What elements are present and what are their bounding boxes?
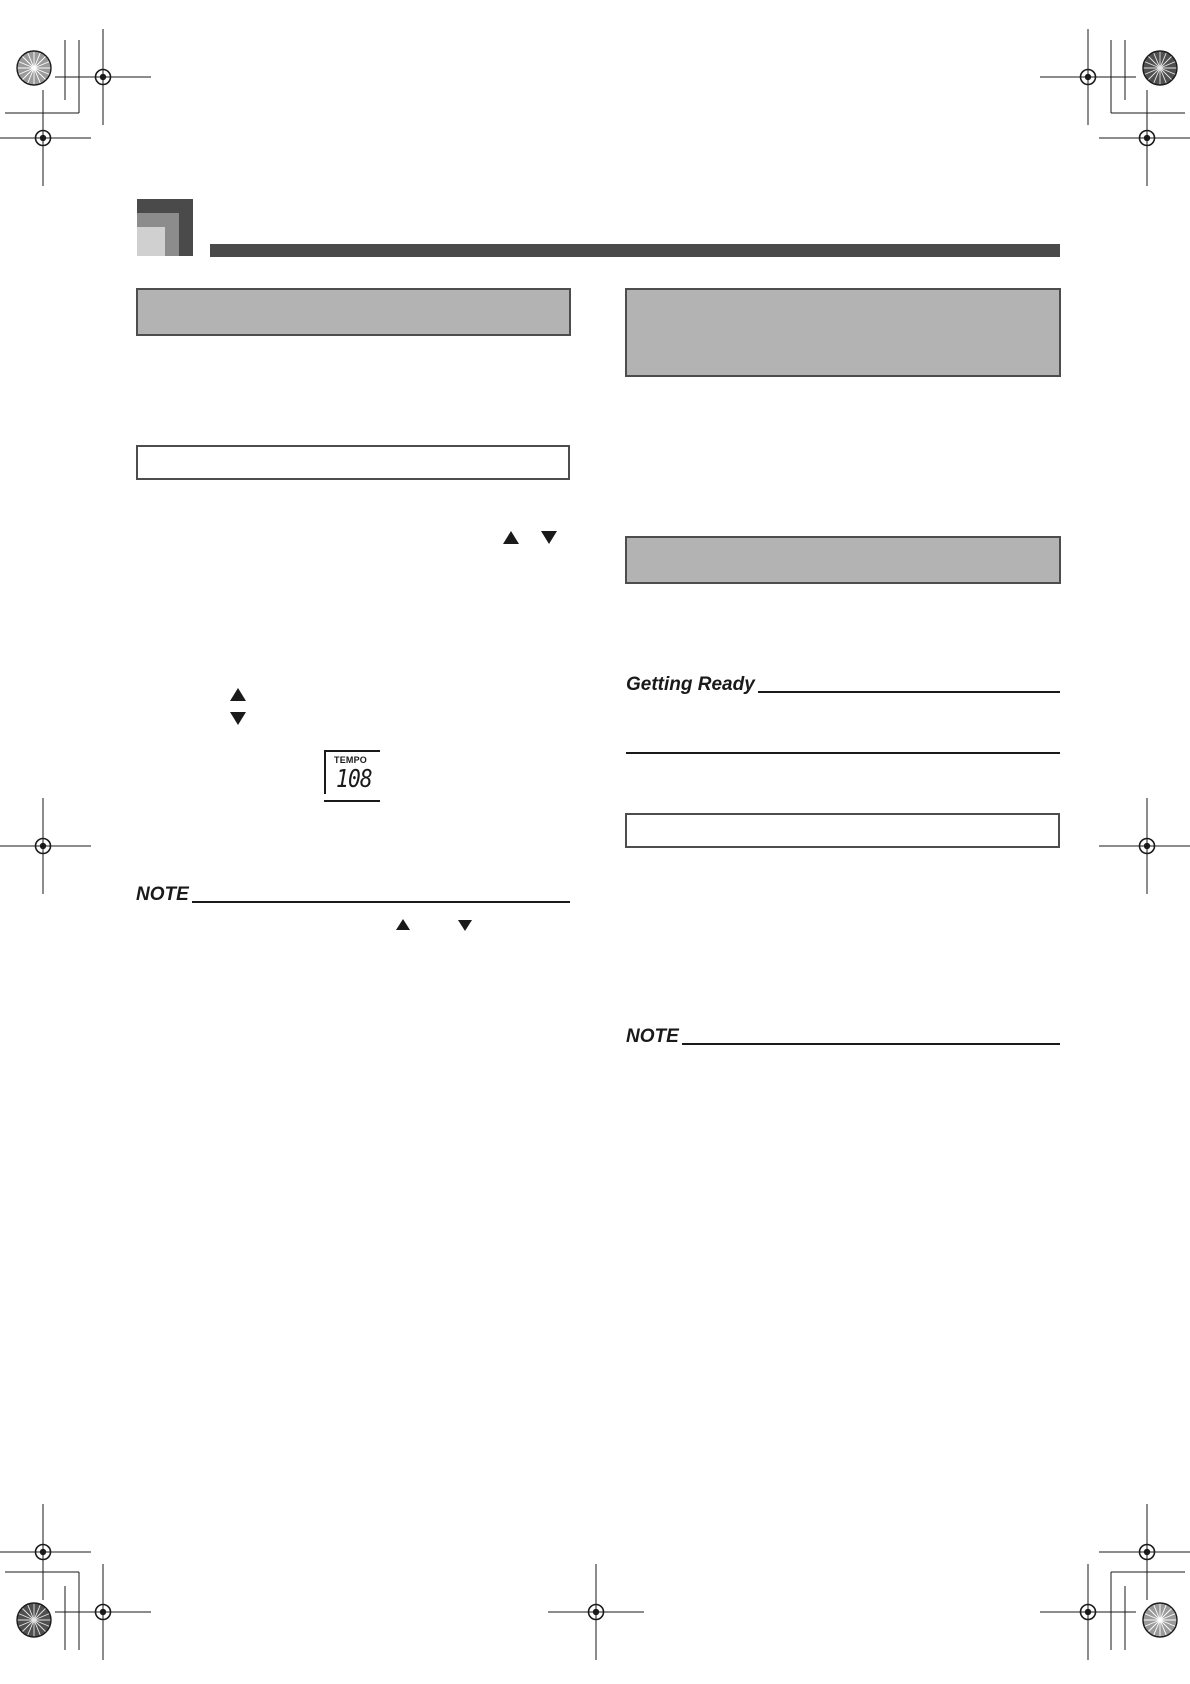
- registration-crosshair-icon: [1099, 1504, 1190, 1600]
- getting-ready-heading: [626, 675, 1060, 695]
- note-heading-left: [136, 885, 570, 905]
- right-heading-box-2: [625, 536, 1061, 584]
- registration-crosshair-icon: [548, 1564, 644, 1660]
- down-triangle-icon: [458, 920, 472, 931]
- starburst-target-icon: [17, 51, 51, 85]
- registration-crosshair-icon: [55, 29, 151, 125]
- note-heading-right: [626, 1027, 1060, 1047]
- registration-crosshair-icon: [1040, 29, 1136, 125]
- registration-crosshair-icon: [55, 1564, 151, 1660]
- note-label: NOTE: [626, 1026, 679, 1047]
- tempo-display-label: TEMPO: [334, 755, 368, 765]
- tempo-display: [324, 750, 380, 802]
- registration-crosshair-icon: [0, 798, 91, 894]
- chapter-tab-graphic: [137, 199, 193, 256]
- up-triangle-icon: [503, 531, 519, 544]
- left-heading-box: [136, 288, 571, 336]
- tempo-display-value: 108: [336, 764, 372, 793]
- registration-crosshair-icon: [0, 1504, 91, 1600]
- starburst-target-icon: [1143, 1603, 1177, 1637]
- registration-crosshair-icon: [1040, 1564, 1136, 1660]
- down-triangle-icon: [230, 712, 246, 725]
- up-triangle-icon: [396, 919, 410, 930]
- right-heading-box: [625, 288, 1061, 377]
- note-label: NOTE: [136, 884, 189, 905]
- up-triangle-icon: [230, 688, 246, 701]
- getting-ready-label: Getting Ready: [626, 674, 755, 695]
- starburst-target-icon: [1143, 51, 1177, 85]
- right-subheading-box: [625, 813, 1060, 848]
- section-header-bar: [210, 244, 1060, 257]
- starburst-target-icon: [17, 1603, 51, 1637]
- registration-crosshair-icon: [0, 90, 91, 186]
- registration-crosshair-icon: [1099, 798, 1190, 894]
- getting-ready-end-rule: [626, 752, 1060, 754]
- registration-crosshair-icon: [1099, 90, 1190, 186]
- down-triangle-icon: [541, 531, 557, 544]
- left-subheading-box: [136, 445, 570, 480]
